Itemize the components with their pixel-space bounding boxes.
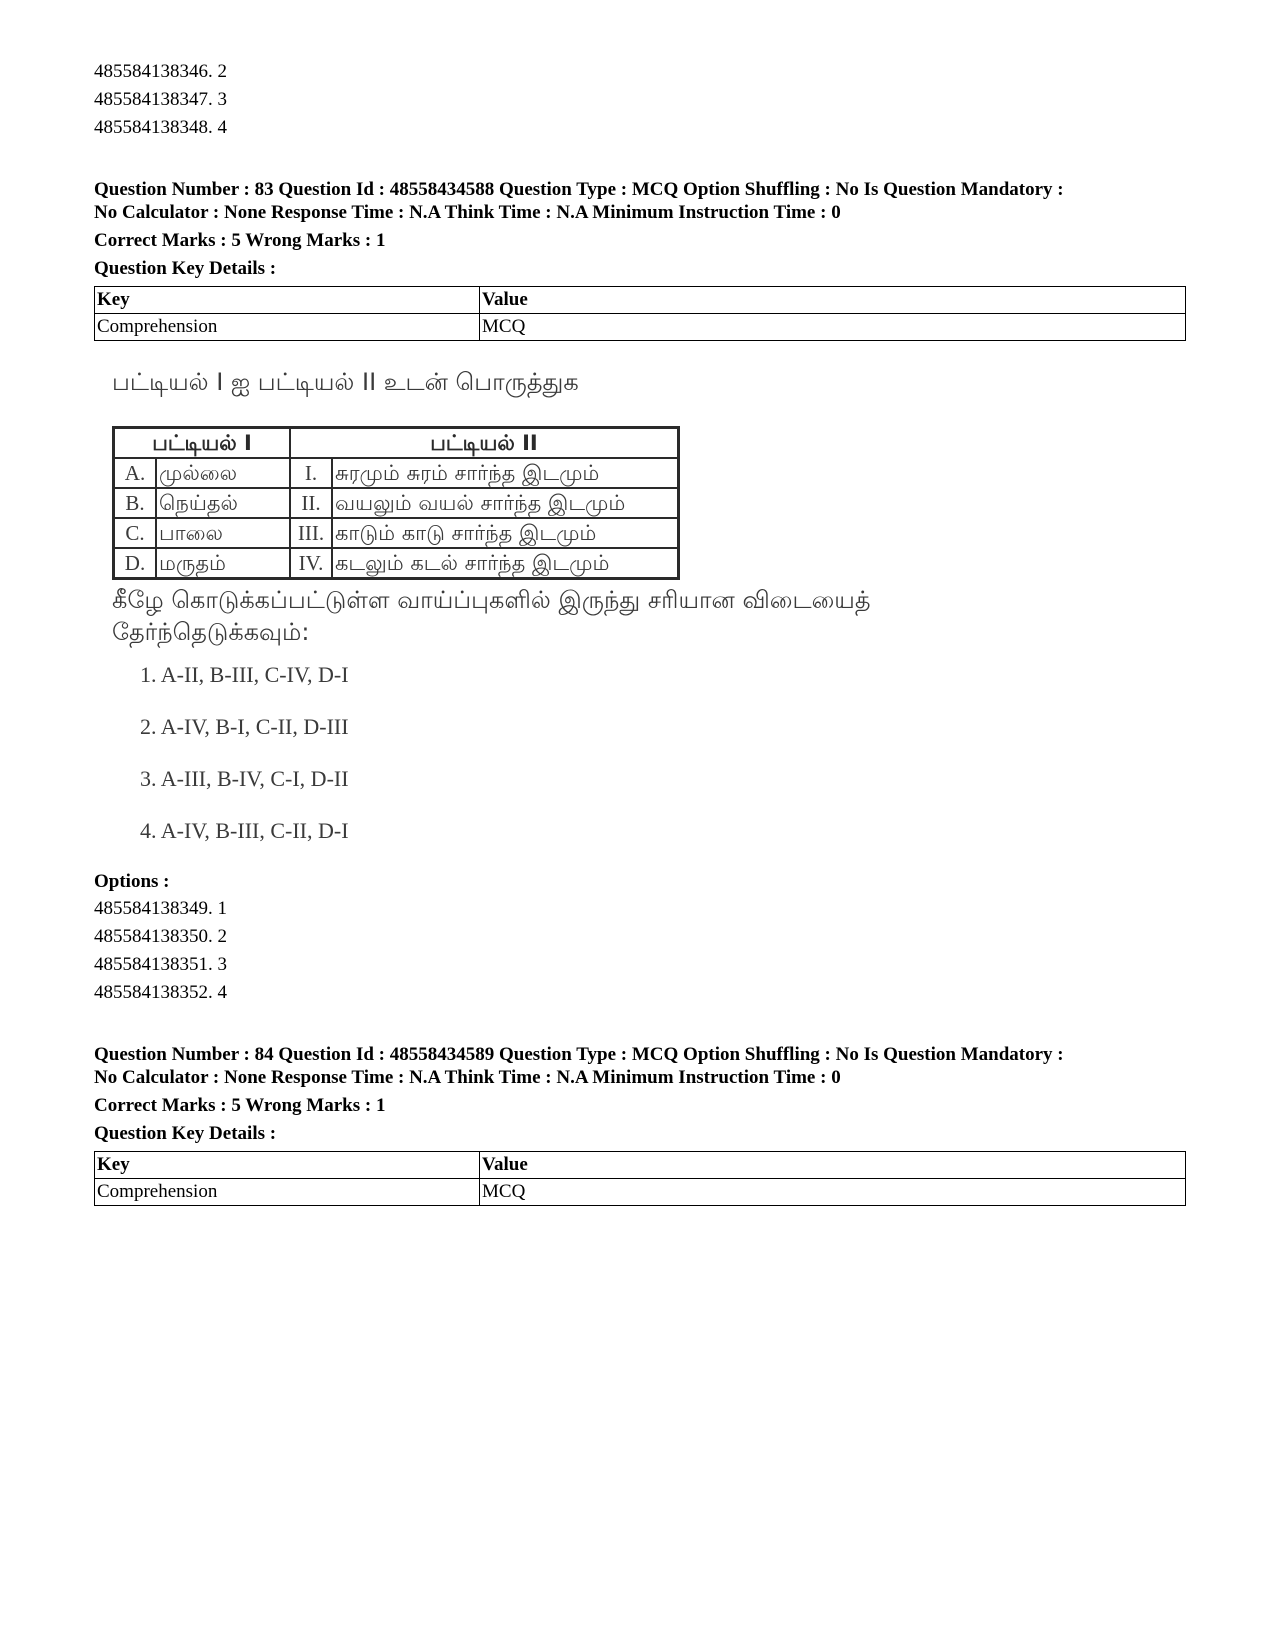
table-row: [114, 548, 679, 579]
prev-option-line: 485584138346. 2: [94, 61, 227, 82]
question-image: [108, 368, 1008, 888]
answer-choice: 4. A-IV, B-III, C-II, D-I: [140, 818, 349, 843]
option-line: 485584138349. 1: [94, 898, 227, 919]
match-table: [112, 426, 680, 580]
table-row: [95, 314, 1186, 341]
instruction-line2: தேர்ந்தெடுக்கவும்:: [112, 618, 310, 646]
row-label: D.: [114, 548, 157, 579]
row-label: C.: [114, 518, 157, 548]
q84-header-line1: Question Number : 84 Question Id : 48558434589 Question Type : MCQ Option Shuffling : No Is Question Mandatory :: [94, 1044, 1064, 1065]
table-row: [95, 287, 1186, 314]
q84-key-details-label: Question Key Details :: [94, 1123, 277, 1144]
q84-header-line2: No Calculator : None Response Time : N.A Think Time : N.A Minimum Instruction Time : 0: [94, 1067, 841, 1088]
q83-options-label: Options :: [94, 871, 170, 892]
q83-key-table: [94, 286, 1186, 341]
table-row: [114, 458, 679, 488]
row-label: B.: [114, 488, 157, 518]
option-line: 485584138352. 4: [94, 982, 227, 1003]
value-header: Value: [480, 1152, 1186, 1179]
row-label: I.: [290, 458, 332, 488]
answer-choice: 1. A-II, B-III, C-IV, D-I: [140, 662, 349, 687]
key-header: Key: [95, 287, 480, 314]
list1-item: மருதம்: [156, 548, 290, 579]
table-row: [95, 1179, 1186, 1206]
prev-option-line: 485584138347. 3: [94, 89, 227, 110]
match-header-list2: பட்டியல் II: [290, 428, 679, 459]
key-header: Key: [95, 1152, 480, 1179]
value-header: Value: [480, 287, 1186, 314]
q84-marks: Correct Marks : 5 Wrong Marks : 1: [94, 1095, 386, 1116]
q83-marks: Correct Marks : 5 Wrong Marks : 1: [94, 230, 386, 251]
instruction-text: [112, 584, 992, 648]
instruction-line1: கீழே கொடுக்கப்பட்டுள்ள வாய்ப்புகளில் இருந்து சரியான விடையைத்: [112, 586, 871, 614]
key-cell: Comprehension: [95, 1179, 480, 1206]
row-label: III.: [290, 518, 332, 548]
row-label: II.: [290, 488, 332, 518]
option-line: 485584138350. 2: [94, 926, 227, 947]
answer-choice: 3. A-III, B-IV, C-I, D-II: [140, 766, 349, 791]
table-row: [114, 518, 679, 548]
row-label: IV.: [290, 548, 332, 579]
table-row: [114, 488, 679, 518]
q83-key-details-label: Question Key Details :: [94, 258, 277, 279]
list1-item: பாலை: [156, 518, 290, 548]
value-cell: MCQ: [480, 314, 1186, 341]
list1-item: முல்லை: [156, 458, 290, 488]
value-cell: MCQ: [480, 1179, 1186, 1206]
row-label: A.: [114, 458, 157, 488]
list2-item: கடலும் கடல் சார்ந்த இடமும்: [332, 548, 679, 579]
table-row: [95, 1152, 1186, 1179]
answer-choice: 2. A-IV, B-I, C-II, D-III: [140, 714, 349, 739]
match-header-list1: பட்டியல் I: [114, 428, 291, 459]
q83-header-line2: No Calculator : None Response Time : N.A Think Time : N.A Minimum Instruction Time : 0: [94, 202, 841, 223]
prev-option-line: 485584138348. 4: [94, 117, 227, 138]
list2-item: வயலும் வயல் சார்ந்த இடமும்: [332, 488, 679, 518]
key-cell: Comprehension: [95, 314, 480, 341]
option-line: 485584138351. 3: [94, 954, 227, 975]
list1-item: நெய்தல்: [156, 488, 290, 518]
list2-item: சுரமும் சுரம் சார்ந்த இடமும்: [332, 458, 679, 488]
q83-header-line1: Question Number : 83 Question Id : 48558434588 Question Type : MCQ Option Shuffling : No Is Question Mandatory :: [94, 179, 1064, 200]
list2-item: காடும் காடு சார்ந்த இடமும்: [332, 518, 679, 548]
q84-key-table: [94, 1151, 1186, 1206]
question-title: பட்டியல் I ஐ பட்டியல் II உடன் பொருத்துக: [112, 368, 579, 396]
table-row: [114, 428, 679, 459]
